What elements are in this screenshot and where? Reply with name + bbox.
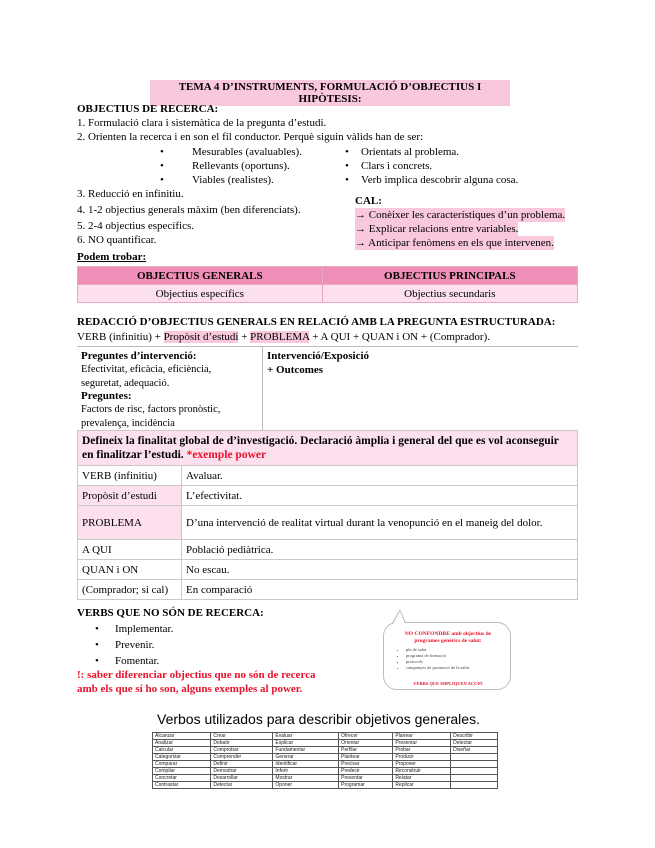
- verbos-cell: Identificar: [273, 761, 339, 768]
- bullet-left-2: • Rellevants (oportuns).: [160, 160, 290, 172]
- verbos-cell: Explicar: [273, 740, 339, 747]
- podem-heading: Podem trobar:: [77, 251, 147, 263]
- verb-item-1: • Implementar.: [95, 623, 174, 635]
- formula-proposit: Propòsit d’estudi: [163, 331, 239, 343]
- verbos-row: [153, 761, 498, 768]
- verbos-cell: [451, 775, 498, 782]
- verbos-cell: Diseñar: [451, 747, 498, 754]
- exemple-table: [77, 430, 578, 600]
- verbs-heading: VERBS QUE NO SÓN DE RECERCA:: [77, 607, 264, 619]
- verb-item-3: • Fomentar.: [95, 655, 160, 667]
- preguntes-text-2: prevalença, incidència: [81, 418, 175, 429]
- no-confondre-bubble: [383, 622, 511, 690]
- preguntes-left: [77, 347, 263, 431]
- bubble-item: • pla de salut: [406, 647, 469, 653]
- verbos-cell: Probar: [393, 747, 451, 754]
- objectius-types-table: [77, 266, 578, 303]
- bubble-title: NO CONFONDRE amb objectius de programes genèrics de salut:: [404, 631, 492, 644]
- verbos-cell: Debatir: [211, 740, 273, 747]
- objectius-item-5: 5. 2-4 objectius específics.: [77, 220, 194, 232]
- bubble-list: [406, 647, 469, 671]
- bullet-right-2: • Clars i concrets.: [345, 160, 433, 172]
- bullet-right-1: • Orientats al problema.: [345, 146, 460, 158]
- verbos-cell: Presentar: [393, 740, 451, 747]
- formula-plus: +: [238, 331, 251, 343]
- bullet-left-3: • Viables (realistes).: [160, 174, 274, 186]
- verbos-cell: Describir: [451, 733, 498, 740]
- verbos-cell: Concretar: [153, 775, 211, 782]
- verbos-cell: Perfilar: [339, 747, 393, 754]
- cal-item-2: → Explicar relacions entre variables.: [355, 223, 519, 235]
- preguntes-intervencio-text-2: seguretat, adequació.: [81, 378, 170, 389]
- bullet-left-1: • Mesurables (avaluables).: [160, 146, 302, 158]
- verbos-cell: [451, 768, 498, 775]
- verbos-row: [153, 754, 498, 761]
- verbos-cell: Mostrar: [273, 775, 339, 782]
- intervencio-heading: Intervenció/Exposició: [267, 350, 370, 362]
- verbos-cell: Planear: [393, 733, 451, 740]
- verbos-cell: Reconstruir: [393, 768, 451, 775]
- objectius-item-2: 2. Orienten la recerca i en son el fil conductor. Perquè siguin vàlids han de ser:: [77, 131, 424, 143]
- row-value-problema: D’una intervenció de realitat virtual durant la venopunció en el maneig del dolor.: [182, 506, 578, 540]
- verbos-cell: Relatar: [393, 775, 451, 782]
- cal-heading: CAL:: [355, 195, 382, 207]
- verbos-cell: Comprender: [211, 754, 273, 761]
- objectius-item-3: 3. Reducció en infinitiu.: [77, 188, 184, 200]
- bubble-footer: VERBS QUE IMPLIQUEN ACCIÓ: [413, 681, 483, 686]
- col-head-principals: OBJECTIUS PRINCIPALS: [322, 267, 577, 285]
- verbos-cell: Crear: [211, 733, 273, 740]
- verbos-row: [153, 775, 498, 782]
- cell-secundaris: Objectius secundaris: [322, 285, 577, 303]
- verbos-cell: Comprobar: [211, 747, 273, 754]
- cal-item-3: → Anticipar fenòmens en els que intervenen.: [355, 237, 554, 249]
- row-label-problema: PROBLEMA: [78, 506, 182, 540]
- verbos-cell: Replicar: [393, 782, 451, 789]
- outcomes-text: + Outcomes: [267, 364, 324, 376]
- preguntes-heading: Preguntes:: [81, 390, 132, 402]
- verbos-cell: [451, 754, 498, 761]
- verbos-cell: Predecir: [339, 768, 393, 775]
- row-label-quan-on: QUAN i ON: [78, 560, 182, 580]
- verbos-cell: Oponer: [273, 782, 339, 789]
- verbos-cell: [451, 761, 498, 768]
- verb-item-2: • Prevenir.: [95, 639, 155, 651]
- formula-verb: VERB (infinitiu) +: [77, 331, 164, 343]
- verbos-cell: Desarrollar: [211, 775, 273, 782]
- verbos-row: [153, 768, 498, 775]
- verbos-table: [152, 732, 498, 789]
- verbs-note-2: amb els que sí ho son, alguns exemples al power.: [77, 683, 303, 695]
- cal-item-1: → Conèixer les característiques d’un problema.: [355, 209, 566, 221]
- verbos-cell: Ofrecer: [339, 733, 393, 740]
- verbos-cell: Definir: [211, 761, 273, 768]
- exemple-power-link: *exemple power: [186, 449, 267, 461]
- row-value-proposit: L’efectivitat.: [182, 486, 578, 506]
- row-label-comprador: (Comprador; si cal): [78, 580, 182, 600]
- verbos-cell: Proponer: [393, 761, 451, 768]
- row-value-quan-on: No escau.: [182, 560, 578, 580]
- preguntes-intervencio-heading: Preguntes d’intervenció:: [81, 350, 197, 362]
- verbos-cell: Detectar: [451, 740, 498, 747]
- bubble-item: • protocols: [406, 659, 469, 665]
- objectius-item-6: 6. NO quantificar.: [77, 234, 157, 246]
- bubble-item: • campanyes de promoció de la salut: [406, 665, 469, 671]
- bubble-item: • programa de formació: [406, 653, 469, 659]
- verbos-cell: Fundamentar: [273, 747, 339, 754]
- verbos-row: [153, 740, 498, 747]
- verbos-cell: Precisar: [339, 761, 393, 768]
- verbos-row: [153, 733, 498, 740]
- row-value-verb: Avaluar.: [182, 466, 578, 486]
- row-label-proposit: Propòsit d’estudi: [78, 486, 182, 506]
- verbos-cell: Compilar: [153, 768, 211, 775]
- formula-rest: + A QUI + QUAN i ON + (Comprador).: [309, 331, 490, 343]
- verbos-cell: Demostrar: [211, 768, 273, 775]
- definicio-text: Defineix la finalitat global de d’investigació. Declaració àmplia i general del que es vol aconseguir en finalitzar l’estudi.: [82, 435, 559, 461]
- document-title: TEMA 4 D’INSTRUMENTS, FORMULACIÓ D’OBJECTIUS I HIPÒTESIS:: [150, 80, 510, 106]
- verbos-cell: [451, 782, 498, 789]
- bullet-right-3: • Verb implica descobrir alguna cosa.: [345, 174, 519, 186]
- verbos-cell: Inferir: [273, 768, 339, 775]
- row-label-verb: VERB (infinitiu): [78, 466, 182, 486]
- formula-line: [77, 330, 490, 344]
- verbos-cell: Evaluar: [273, 733, 339, 740]
- verbos-cell: Calcular: [153, 747, 211, 754]
- definicio-cell: [78, 431, 578, 466]
- verbos-title: Verbos utilizados para describir objetivos generales.: [157, 711, 480, 727]
- row-value-a-qui: Població pediàtrica.: [182, 540, 578, 560]
- verbos-cell: Orientar: [339, 740, 393, 747]
- col-head-generals: OBJECTIUS GENERALS: [78, 267, 323, 285]
- redaccio-heading: REDACCIÓ D’OBJECTIUS GENERALS EN RELACIÓ AMB LA PREGUNTA ESTRUCTURADA:: [77, 316, 556, 328]
- row-value-comprador: En comparació: [182, 580, 578, 600]
- verbos-row: [153, 782, 498, 789]
- verbos-cell: Plantear: [339, 754, 393, 761]
- preguntes-box: [77, 346, 578, 430]
- verbos-cell: Generar: [273, 754, 339, 761]
- formula-problema: PROBLEMA: [250, 331, 310, 343]
- verbos-cell: Comparar: [153, 761, 211, 768]
- preguntes-text-1: Factors de risc, factors pronòstic,: [81, 404, 221, 415]
- verbos-row: [153, 747, 498, 754]
- objectius-item-4: 4. 1-2 objectius generals màxim (ben diferenciats).: [77, 204, 301, 216]
- preguntes-intervencio-text-1: Efectivitat, eficàcia, eficiència,: [81, 364, 212, 375]
- verbos-cell: Programar: [339, 782, 393, 789]
- verbos-cell: Alcanzar: [153, 733, 211, 740]
- verbos-cell: Categorizar: [153, 754, 211, 761]
- verbos-cell: Detectar: [211, 782, 273, 789]
- objectius-heading: OBJECTIUS DE RECERCA:: [77, 103, 219, 115]
- verbos-cell: Producir: [393, 754, 451, 761]
- cell-especifics: Objectius específics: [78, 285, 323, 303]
- verbos-cell: Contrastar: [153, 782, 211, 789]
- row-label-a-qui: A QUI: [78, 540, 182, 560]
- verbos-cell: Analizar: [153, 740, 211, 747]
- verbos-cell: Presentar: [339, 775, 393, 782]
- verbs-note-1: !: saber diferenciar objectius que no són de recerca: [77, 669, 316, 681]
- objectius-item-1: 1. Formulació clara i sistemàtica de la pregunta d’estudi.: [77, 117, 327, 129]
